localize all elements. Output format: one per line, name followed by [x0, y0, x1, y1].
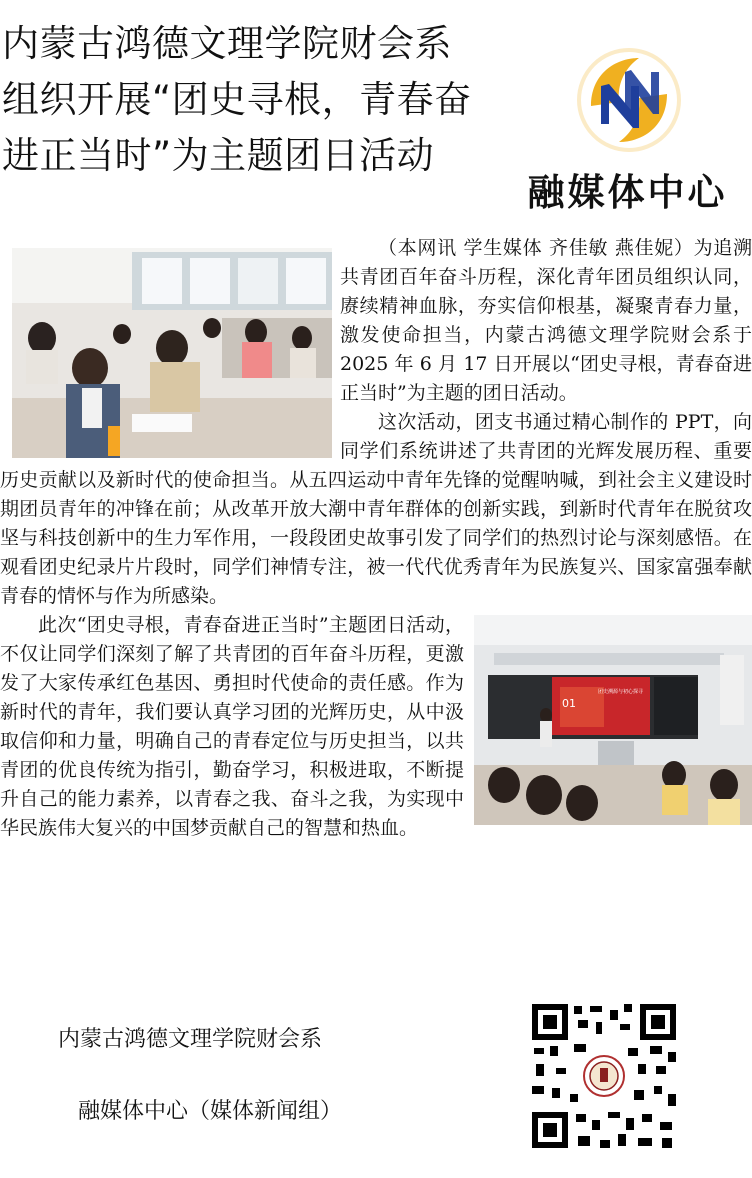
footer-dept: 融媒体中心（媒体新闻组）	[78, 1099, 343, 1124]
slide-number: 01	[562, 697, 576, 710]
article-body	[0, 234, 752, 843]
logo-mark-icon	[573, 44, 685, 156]
classroom-presentation-photo	[474, 615, 752, 825]
media-center-logo	[505, 38, 750, 213]
conclusion-paragraph	[0, 611, 752, 843]
activity-text: 这次活动，团支书通过精心制作的 PPT，向同学们系统讲述了共青团的光辉发展历程、重要历史贡献以及新时代的使命担当。从五四运动中青年先锋的觉醒呐喊，到社会主义建设时期团员青年的冲锋在前；从改革开放大潮中青年群体的创新实践，到新时代青年在脱贫攻坚与科技创新中的生力军作用，一段段团史故事引发了同学们的热烈讨论与深刻感悟。在观看团史纪录片片段时，同学们神情专注，被一代代优秀青年为民族复兴、国家富强奉献青春的情怀与作为所感染。	[0, 411, 752, 607]
footer-org: 内蒙古鸿德文理学院财会系	[58, 1027, 323, 1052]
slide-title: 团史溯源与初心探寻	[598, 689, 644, 695]
article-title: 内蒙古鸿德文理学院财会系组织开展“团史寻根，青春奋进正当时”为主题团日活动	[2, 22, 472, 177]
logo-text: 融媒体中心	[527, 171, 728, 214]
conclusion-text: 此次“团史寻根，青春奋进正当时”主题团日活动，不仅让同学们深刻了解了共青团的百年奋斗历程，更激发了大家传承红色基因、勇担时代使命的责任感。作为新时代的青年，我们要认真学习团的光辉历史，从中汲取信仰和力量，明确自己的青春定位与历史担当，以共青团的优良传统为指引，勤奋学习，积极进取，不断提升自己的能力素养，以青春之我、奋斗之我，为实现中华民族伟大复兴的中国梦贡献自己的智慧和热血。	[0, 614, 464, 839]
lead-paragraph	[0, 234, 752, 408]
qr-code-icon	[530, 1002, 678, 1150]
lead-text: （本网讯 学生媒体 齐佳敏 燕佳妮）为追溯共青团百年奋斗历程，深化青年团员组织认同，赓续精神血脉，夯实信仰根基，凝聚青春力量，激发使命担当，内蒙古鸿德文理学院财会系于 2025 年 6 月 17 日开展以“团史寻根，青春奋进正当时”为主题的团日活动。	[340, 237, 752, 404]
classroom-students-photo	[12, 248, 332, 458]
